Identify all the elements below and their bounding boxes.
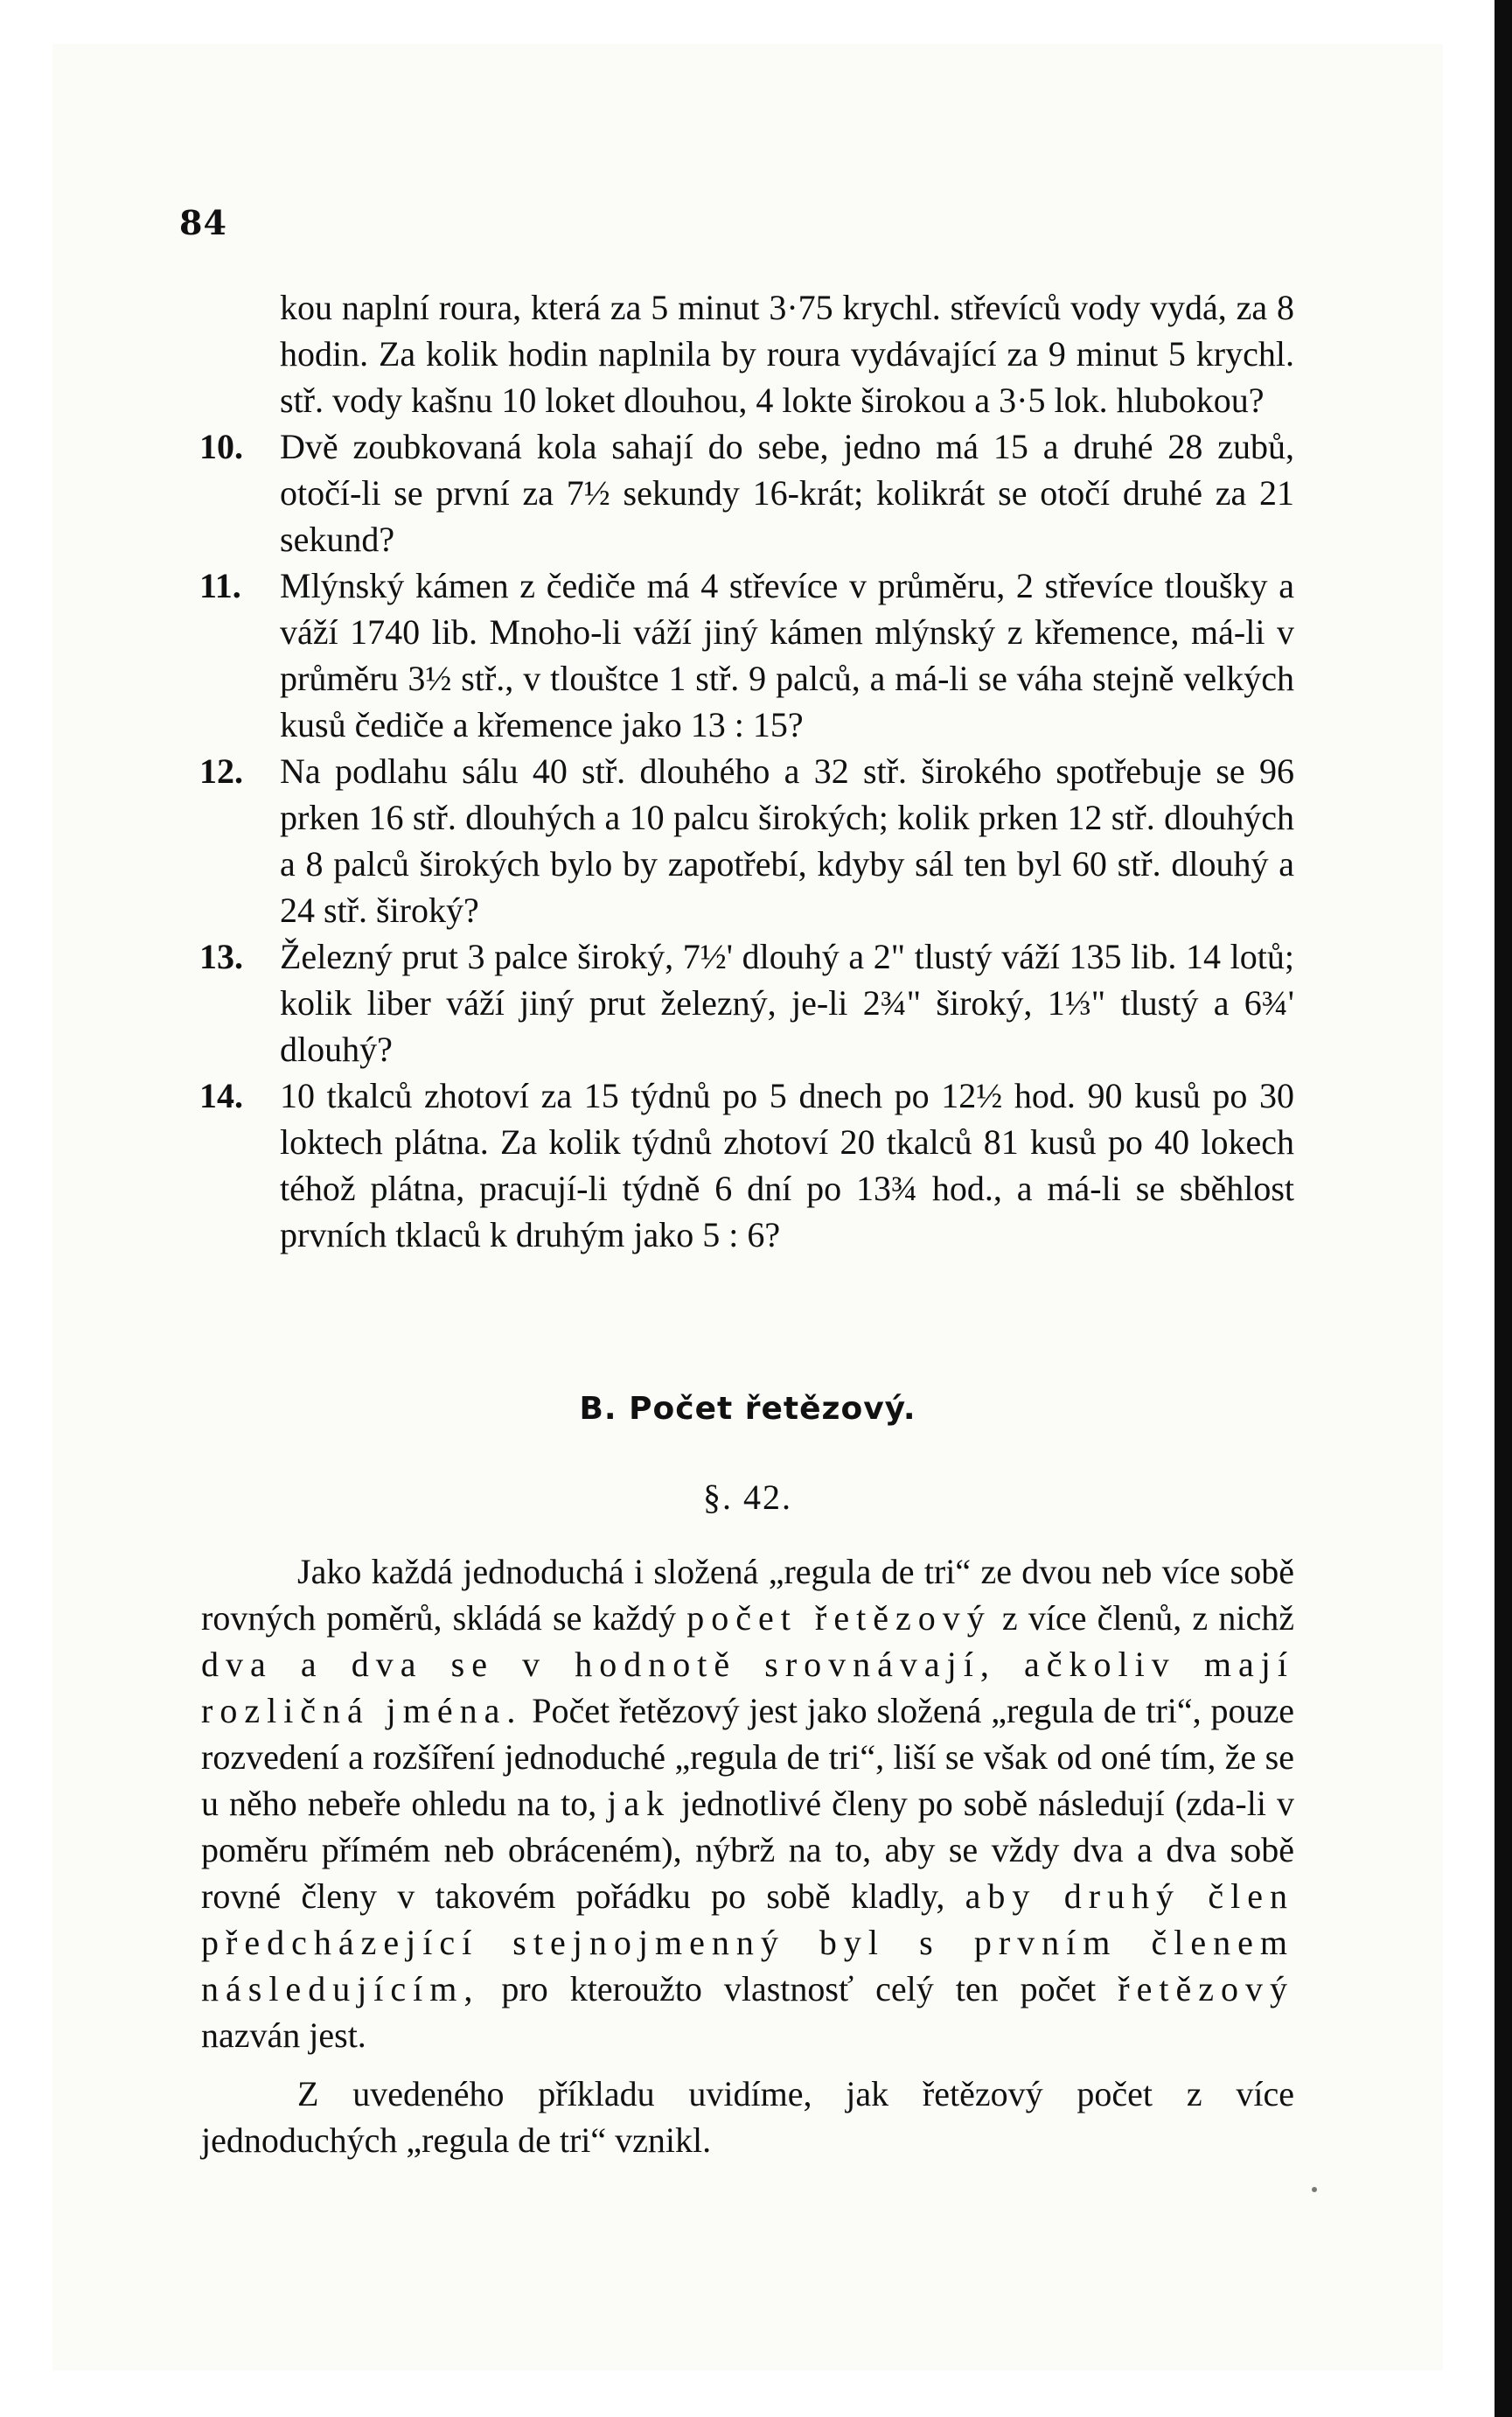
problem-list (201, 284, 1294, 1258)
scan-edge (1495, 0, 1512, 2417)
text-run: z více členů, z nichž (991, 1598, 1294, 1638)
problem-number: 12. (199, 751, 243, 791)
text-run: Počet řetězový jest jako složená „regula de tri“, pouze rozvedení a rozšíření jednoduché „regula de tri“, liší se však od oné tím, že se u něho nebeře ohledu na to, (201, 1691, 1294, 1823)
section-title: B. Počet řetězový. (579, 1391, 916, 1427)
page-number: 84 (179, 203, 227, 242)
problem-number: 13. (199, 937, 243, 976)
paragraph-2 (201, 2071, 1294, 2163)
problem-number: 14. (199, 1076, 243, 1115)
spaced-text: jak (607, 1784, 672, 1823)
text-run: pro kteroužto vlastnosť celý ten počet (479, 1969, 1118, 2008)
problem-text: Na podlahu sálu 40 stř. dlouhého a 32 stř. širokého spotřebuje se 96 prken 16 stř. dlouhých a 10 palcu širokých; kolik prken 12 stř. dlouhých a 8 palců širokých bylo by zapotřebí, kdyby sál ten byl 60 stř. dlouhý a 24 stř. široký? (280, 751, 1294, 930)
problem-text: Dvě zoubkovaná kola sahají do sebe, jedno má 15 a druhé 28 zubů, otočí-li se první za 7½ sekundy 16-krát; kolikrát se otočí druhé za 21 sekund? (280, 427, 1294, 559)
text-run: nazván jest. (201, 2015, 366, 2055)
problem-number: 11. (199, 566, 241, 605)
problem-text: Mlýnský kámen z čediče má 4 střevíce v průměru, 2 střevíce tloušky a váží 1740 lib. Mnoho-li váží jiný kámen mlýnský z křemence, má-li v průměru 3½ stř., v tlouštce 1 stř. 9 palců, a má-li se váha stejně velkých kusů čediče a křemence jako 13 : 15? (280, 566, 1294, 744)
section-body (201, 1548, 1294, 2176)
problem-text: Železný prut 3 palce široký, 7½' dlouhý a 2" tlustý váží 135 lib. 14 lotů; kolik liber váží jiný prut železný, je-li 2¾" široký, 1⅓" tlustý a 6¾' dlouhý? (280, 937, 1294, 1069)
problem-13 (201, 933, 1294, 1072)
text-run: Z uvedeného příkladu uvidíme, jak řetězový počet z více jednoduchých „regula de tri“ vznikl. (201, 2074, 1294, 2160)
problem-text: 10 tkalců zhotoví za 15 týdnů po 5 dnech po 12½ hod. 90 kusů po 30 loktech plátna. Za kolik týdnů zhotoví 20 tkalců 81 kusů po 40 lokech téhož plátna, pracují-li týdně 6 dní po 13¾ hod., a má-li se sběhlost prvních tklaců k druhým jako 5 : 6? (280, 1076, 1294, 1254)
paragraph-1 (201, 1548, 1294, 2058)
problem-10 (201, 423, 1294, 562)
problem-14 (201, 1072, 1294, 1258)
spaced-text: řetězový (1118, 1969, 1294, 2008)
problem-text: kou naplní roura, která za 5 minut 3·75 krychl. střevíců vody vydá, za 8 hodin. Za kolik hodin naplnila by roura vydávající za 9 minut 5 krychl. stř. vody kašnu 10 loket dlouhou, 4 lokte širokou a 3·5 lok. hlubokou? (280, 288, 1294, 420)
scan-speck (1312, 2187, 1317, 2192)
problem-number: 10. (199, 427, 243, 466)
problem-11 (201, 562, 1294, 748)
problem-12 (201, 748, 1294, 933)
text-run: Jako každá jednoduchá i složená „regula de tri“ ze dvou neb více sobě rovných poměrů, skládá se každý (201, 1552, 1294, 1638)
spaced-text: dva a dva se v hodnotě srovnávají, ačkoliv mají rozličná jména. (201, 1645, 1294, 1730)
text-run: jednotlivé členy po sobě následují (zda-li v poměru přímém neb obráceném), nýbrž na to, aby se vždy dva a dva sobě rovné členy v takovém pořádku po sobě kladly, (201, 1784, 1294, 1916)
problem-9-continuation (201, 284, 1294, 423)
section-number: §. 42. (703, 1477, 792, 1517)
spaced-text: aby druhý člen předcházející stejnojmenný byl s prvním členem následujícím, (201, 1876, 1294, 2008)
spaced-text: počet řetězový (686, 1598, 992, 1638)
